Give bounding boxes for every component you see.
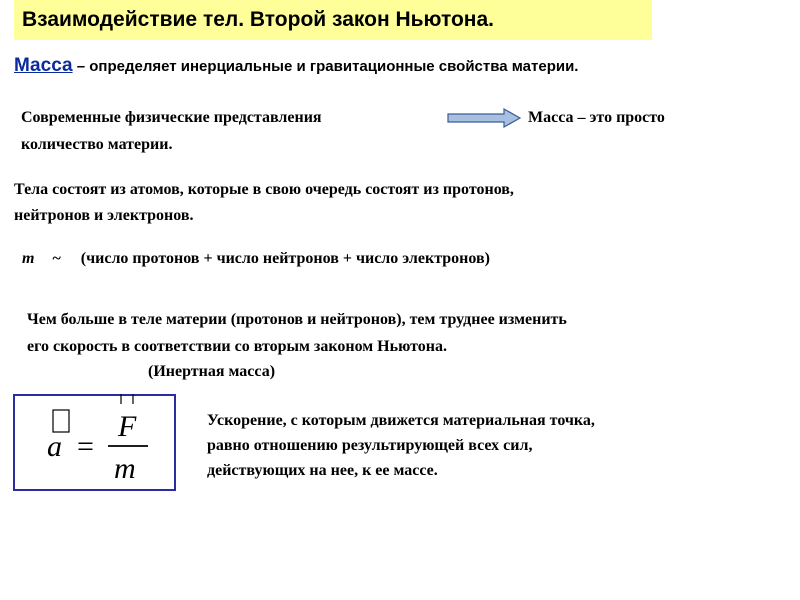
mass-definition-text: определяет инерциальные и гравитационные свойства материи.	[89, 58, 579, 75]
mass-definition-line	[14, 56, 578, 77]
acceleration-line1: Ускорение, с которым движется материальная точка,	[207, 412, 595, 429]
formula-equals: =	[77, 430, 94, 463]
acceleration-line3: действующих на нее, к ее массе.	[207, 462, 438, 479]
right-arrow-icon	[446, 108, 522, 128]
atoms-line1: Тела состоят из атомов, которые в свою очередь состоят из протонов,	[14, 181, 514, 198]
mass-dash: –	[72, 58, 90, 75]
modern-view-left-line1: Современные физические представления	[21, 109, 322, 126]
arrow-shape	[448, 109, 520, 127]
inertia-line2: его скорость в соответствии со вторым законом Ньютона.	[27, 338, 447, 355]
inertia-line1: Чем больше в теле материи (протонов и нейтронов), тем труднее изменить	[27, 311, 567, 328]
proportional-expression: (число протонов + число нейтронов + число электронов)	[80, 250, 490, 267]
atoms-line2: нейтронов и электронов.	[14, 207, 194, 224]
mass-symbol: m	[22, 250, 35, 267]
mass-term: Масса	[14, 55, 73, 76]
proportional-line	[22, 249, 490, 269]
modern-view-left-line2: количество материи.	[21, 136, 173, 153]
modern-view-right-line1: Масса – это просто	[528, 109, 665, 126]
inertia-line3: (Инертная масса)	[148, 363, 276, 380]
missing-glyph-icon	[53, 410, 69, 432]
formula-denominator: m	[114, 452, 136, 485]
formula-numerator: F	[118, 410, 137, 443]
missing-glyph-icon	[121, 394, 133, 404]
acceleration-line2: равно отношению результирующей всех сил,	[207, 437, 533, 454]
formula-lhs: a	[47, 430, 62, 463]
formula	[13, 394, 176, 491]
slide-title: Взаимодействие тел. Второй закон Ньютона.	[22, 8, 494, 31]
tilde-symbol: ~	[52, 250, 61, 267]
